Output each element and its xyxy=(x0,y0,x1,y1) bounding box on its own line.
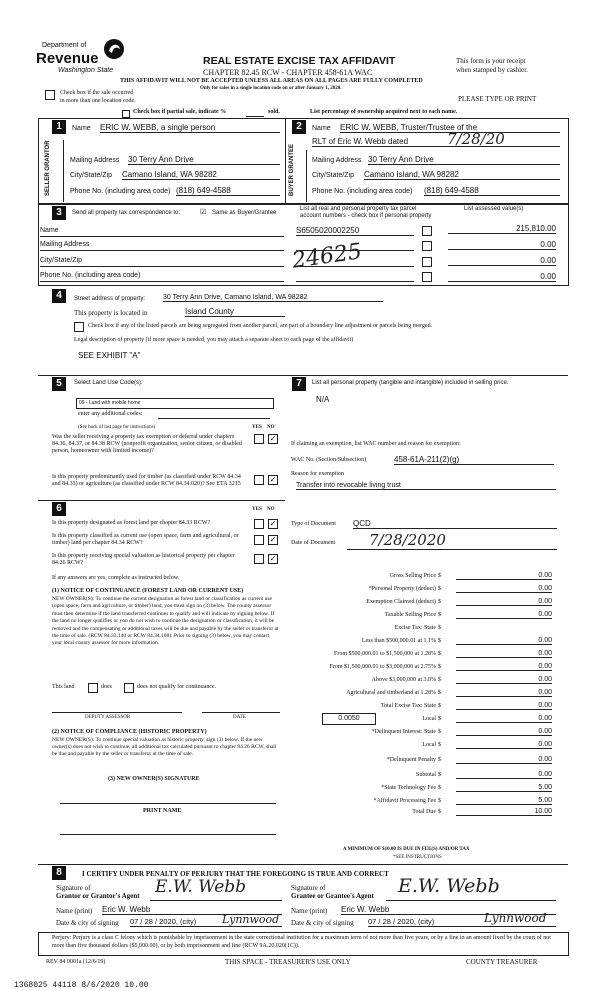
tax-row-value[interactable]: 0.00 xyxy=(456,676,552,684)
dollar-sign: $ xyxy=(438,586,441,592)
tax-row-label: From $500,000.01 to $1,500,000 at 1.28% xyxy=(334,651,436,657)
tax-row-label: Agricultural and timberland at 1.28% xyxy=(346,690,436,696)
doc-type-label: Type of Document xyxy=(291,521,336,527)
dollar-sign: $ xyxy=(438,742,441,748)
dollar-sign: $ xyxy=(438,809,441,815)
grantor-name-field[interactable]: Eric W. Webb xyxy=(102,905,282,915)
s6-q1-yes-checkbox[interactable] xyxy=(254,519,264,529)
partial-percent-line[interactable] xyxy=(246,116,264,117)
tax-row-value[interactable]: 0.00 xyxy=(456,728,552,736)
sig-grantor-label-2: Grantor or Grantor's Agent xyxy=(56,892,140,900)
tax-row-value[interactable]: 0.00 xyxy=(456,702,552,710)
county-label: This property is located in xyxy=(74,309,148,317)
additional-codes-label: enter any additional codes: xyxy=(78,411,143,417)
personal-property-checkbox-3[interactable] xyxy=(422,257,432,267)
doc-type-field[interactable]: QCD xyxy=(353,519,557,529)
does-not-checkbox[interactable] xyxy=(124,683,134,693)
tax-row-label: Local xyxy=(422,716,436,722)
s6-yes-label: YES xyxy=(252,507,262,512)
personal-property-checkbox-4[interactable] xyxy=(422,272,432,282)
assessed-value-2[interactable]: 0.00 xyxy=(448,240,556,250)
tax-row-label: *State Technology Fee xyxy=(381,785,436,791)
wac-field[interactable]: 458-61A-211(2)(g) xyxy=(394,455,554,465)
s1-mail-label: Mailing Address xyxy=(70,157,120,164)
tax-row-value[interactable]: 10.00 xyxy=(456,808,552,816)
seller-grantor-label: SELLER GRANTOR xyxy=(45,140,51,196)
parcel-number-1[interactable]: S6505020002250 xyxy=(296,226,414,236)
this-land-label: This land xyxy=(52,684,75,690)
grantee-signature-line[interactable] xyxy=(386,900,556,901)
notice-compliance-text: NEW OWNER(S): To continue special valuation as historic property, sign (3) below. If the new owner(s) does not wish to continue, all additional tax calculated pursuant to chapter 84.26 RCW, shall be due and payable by the seller or transferor at the time of sale. xyxy=(52,737,277,758)
section-6-number: 6 xyxy=(52,502,66,516)
s1-side-divider xyxy=(63,140,64,202)
handwritten-number: 24625 xyxy=(290,239,364,274)
s3-city-label: City/State/Zip xyxy=(40,257,83,264)
tax-row-value[interactable]: 0.00 xyxy=(456,689,552,697)
section-5-number: 5 xyxy=(52,377,66,391)
multi-location-checkbox[interactable] xyxy=(45,90,55,100)
section-8-number: 8 xyxy=(52,866,66,880)
section-2-number: 2 xyxy=(292,120,306,134)
certify-text: I CERTIFY UNDER PENALTY OF PERJURY THAT THE FOREGOING IS TRUE AND CORRECT xyxy=(82,870,389,878)
form-revision: REV 84 0001a (12/6/19) xyxy=(46,959,106,965)
tax-row-label: *Affidavit Processing Fee xyxy=(373,798,436,804)
buyer-grantee-label: BUYER GRANTEE xyxy=(289,143,295,196)
dept-of-text: Department of xyxy=(42,42,87,49)
treasurer-use-label: THIS SPACE - TREASURER'S USE ONLY xyxy=(225,958,351,966)
legal-description-label: Legal description of property (if more space is needed, you may attach a separate sheet to each page of the affidavit) xyxy=(74,337,354,343)
tax-row-label: Exemption Claimed (deduct) xyxy=(366,599,436,605)
assessed-values-label: List assessed value(s) xyxy=(464,206,524,212)
assessed-value-3[interactable]: 0.00 xyxy=(448,256,556,266)
s1-name-label: Name xyxy=(72,125,91,132)
s6-question-1: Is this property designated as forest land per chapter 84.33 RCW? xyxy=(52,520,211,526)
grantee-name-label: Name (print) xyxy=(291,907,328,915)
personal-property-value[interactable]: N/A xyxy=(316,395,330,404)
revenue-logo-icon xyxy=(103,38,125,60)
buyer-mail-field[interactable]: 30 Terry Ann Drive xyxy=(368,155,560,165)
s6-question-3: Is this property receiving special valuation as historical property per chapter 84.26 RCW? xyxy=(52,553,235,566)
dollar-sign: $ xyxy=(438,664,441,670)
tax-row-label: Above $3,000,000 at 3.0% xyxy=(371,677,436,683)
legal-description-value[interactable]: SEE EXHIBIT "A" xyxy=(78,351,141,360)
does-checkbox[interactable] xyxy=(88,683,98,693)
wac-label: WAC No. (Section/Subsection) xyxy=(291,457,367,463)
warning-text: THIS AFFIDAVIT WILL NOT BE ACCEPTED UNLESS ALL AREAS ON ALL PAGES ARE FULLY COMPLETED xyxy=(120,78,423,84)
does-label: does xyxy=(101,684,112,690)
ownership-note: List percentage of ownership acquired next to each name. xyxy=(310,109,458,115)
s2-city-label: City/State/Zip xyxy=(312,172,355,179)
chapter-text: CHAPTER 82.45 RCW - CHAPTER 458-61A WAC xyxy=(203,68,373,77)
segregate-label: Check box if any of the listed parcels are being segregated from another parcel, are part of a boundary line adjustment or parcels being merged. xyxy=(88,323,433,329)
section-4-number: 4 xyxy=(52,289,66,303)
grantee-city-handwritten: Lynnwood xyxy=(484,911,547,925)
dollar-sign: $ xyxy=(438,625,441,631)
dollar-sign: $ xyxy=(438,729,441,735)
tax-row-label: Total Due xyxy=(412,809,436,815)
s3-mail-field[interactable] xyxy=(40,250,284,251)
print-name-label: PRINT NAME xyxy=(143,808,182,814)
grantor-date-label: Date & city of signing xyxy=(56,919,119,927)
tax-row-value[interactable]: 0.00 xyxy=(456,650,552,658)
state-text: Washington State xyxy=(58,67,114,74)
tax-row-label: Total Excise Tax: State xyxy=(380,703,436,709)
grantor-signature: E.W. Webb xyxy=(155,877,247,897)
personal-property-label: List all personal property (tangible and intangible) included in selling price. xyxy=(312,380,509,386)
minimum-due-note: A MINIMUM OF $10.00 IS DUE IN FEE(S) AND/OR TAX xyxy=(343,847,470,852)
tax-row-value[interactable]: 0.00 xyxy=(456,741,552,749)
partial-sale-label: Check box if partial sale, indicate % xyxy=(133,109,227,115)
seller-phone-field[interactable]: (818) 649-4588 xyxy=(176,186,280,196)
notice-compliance-title: (2) NOTICE OF COMPLIANCE (HISTORIC PROPERTY) xyxy=(52,729,207,735)
tax-row-value[interactable]: 0.00 xyxy=(456,637,552,645)
dollar-sign: $ xyxy=(438,612,441,618)
section-3-number: 3 xyxy=(52,206,66,220)
buyer-city-field[interactable]: Camano Island, WA 98282 xyxy=(364,170,560,180)
s6-q2-no-checkbox[interactable]: ✓ xyxy=(269,535,277,544)
dollar-sign: $ xyxy=(438,599,441,605)
tax-row-value[interactable]: 0.00 xyxy=(456,663,552,671)
deputy-assessor-label: DEPUTY ASSESSOR xyxy=(85,715,131,720)
new-owner-signature-line[interactable] xyxy=(60,803,276,804)
grantor-name-label: Name (print) xyxy=(56,907,93,915)
send-correspondence-label: Send all property tax correspondence to: xyxy=(72,210,181,216)
dollar-sign: $ xyxy=(438,703,441,709)
s5-no-label: NO xyxy=(267,425,275,430)
tax-row-label: Excise Tax: State xyxy=(394,625,436,631)
tax-row-label: *Delinquent Interest: State xyxy=(371,729,436,735)
assessor-date-label: DATE xyxy=(233,715,246,720)
assessor-date-line[interactable] xyxy=(202,712,280,713)
s5-top-line xyxy=(38,375,568,376)
does-not-label: does not qualify for continuance. xyxy=(137,684,217,690)
buyer-phone-field[interactable]: (818) 649-4588 xyxy=(424,186,560,196)
buyer-name-field-2[interactable]: RLT of Eric W. Webb dated xyxy=(312,137,560,147)
new-owner-signature-title: (3) NEW OWNER(S) SIGNATURE xyxy=(108,776,200,782)
tax-row-label: *Personal Property (deduct) xyxy=(368,586,436,592)
print-name-line[interactable] xyxy=(60,834,276,835)
multi-location-label-2: in more than one location code. xyxy=(60,98,136,104)
if-yes-note: If any answers are yes, complete as instructed below. xyxy=(52,575,180,581)
seller-city-field[interactable]: Camano Island, WA 98282 xyxy=(122,170,280,180)
list-parcels-label-1: List all real and personal property tax parcel xyxy=(300,206,417,212)
center-divider xyxy=(285,118,286,204)
grantee-signature: E.W. Webb xyxy=(398,875,500,897)
s3-phone-field[interactable] xyxy=(40,281,284,282)
tax-row-value[interactable]: 0.00 xyxy=(456,572,552,580)
s3-name-field[interactable] xyxy=(40,236,284,237)
buyer-name-field-1[interactable]: ERIC W. WEBB, Truster/Trustee of the xyxy=(340,123,560,133)
personal-property-checkbox-1[interactable] xyxy=(422,226,432,236)
dollar-sign: $ xyxy=(438,573,441,579)
s6-q1-no-checkbox[interactable]: ✓ xyxy=(269,519,277,528)
s3-phone-label: Phone No. (including area code) xyxy=(40,272,141,279)
land-use-label: Select Land Use Code(s): xyxy=(74,380,143,386)
grantee-name-field[interactable]: Eric W. Webb xyxy=(341,905,556,915)
see-back-note: (See back of last page for instructions) xyxy=(78,425,156,430)
sig-grantor-label-1: Signature of xyxy=(56,884,91,892)
tax-row-label: Gross Selling Price xyxy=(389,573,436,579)
s2-mail-label: Mailing Address xyxy=(312,157,362,164)
s6-q3-yes-checkbox[interactable] xyxy=(254,554,264,564)
s5-q1-no-checkbox[interactable]: ✓ xyxy=(269,434,277,443)
perjury-text: Perjury: Perjury is a class C felony which is punishable by imprisonment in the state correctional institution for a maximum term of not more than five years, or by a fine in an amount fixed by the court of not more than five thousand dollars ($5,000.00), or by both imprisonment and fine (RCW 9A.20.020(1C)). xyxy=(52,935,551,949)
doc-date-label: Date of Document xyxy=(291,540,336,546)
s6-question-2: Is this property classified as current use (open space, farm and agricultural, or timber) land per chapter 84.34 RCW? xyxy=(52,533,239,546)
partial-sale-checkbox[interactable] xyxy=(122,110,130,118)
street-address-field[interactable]: 30 Terry Ann Drive, Camano Island, WA 98282 xyxy=(163,294,383,302)
s2-side-divider xyxy=(306,150,307,202)
dollar-sign: $ xyxy=(438,690,441,696)
dollar-sign: $ xyxy=(438,677,441,683)
s6-top-line xyxy=(38,500,285,501)
s1-phone-label: Phone No. (including area code) xyxy=(70,188,171,195)
county-field[interactable]: Island County xyxy=(185,307,285,317)
multi-location-label-1: Check box if the sale occurred xyxy=(60,90,134,96)
type-or-print: PLEASE TYPE OR PRINT xyxy=(458,95,537,103)
s3-name-label: Name xyxy=(40,227,59,234)
recording-stamp: 1368025 44118 8/6/2020 10.00 xyxy=(14,981,149,990)
s6-q2-yes-checkbox[interactable] xyxy=(254,535,264,545)
s5-q2-no-checkbox[interactable]: ✓ xyxy=(269,475,277,484)
tax-row-label: *Delinquent Penalty xyxy=(386,757,436,763)
section-1-number: 1 xyxy=(52,120,66,134)
exemption-label: If claiming an exemption, list WAC number and reason for exemption: xyxy=(291,441,461,447)
notice-continuance-title: (1) NOTICE OF CONTINUANCE (FOREST LAND OR CURRENT USE) xyxy=(52,588,244,594)
s5-question-1: Was the seller receiving a property tax exemption or deferral under chapters 84.36, 84.37, or 84.38 RCW (nonprofit organization, senior citizen, or disabled person, homeowner with limited income)? xyxy=(52,434,242,454)
tax-row-value[interactable]: 0.00 xyxy=(456,756,552,764)
assessed-value-4[interactable]: 0.00 xyxy=(448,272,556,282)
tax-row-value[interactable]: 5.00 xyxy=(456,797,552,805)
seller-mail-field[interactable]: 30 Terry Ann Drive xyxy=(128,155,280,165)
tax-row-label: Local xyxy=(422,742,436,748)
notice-continuance-text: NEW OWNER(S): To continue the current designation as forest land or classification as current use (open space, farm and agriculture, or timber) land, you must sign on (3) below. The county assessor must then determine if the land transferred continues to qualify and will indicate by signing below. If the land no longer qualifies or you do not wish to continue the designation or classification, it will be removed and the compensating or additional taxes will be due and payable by the seller or transferor at the time of sale. (RCW 84.33.140 or RCW 84.34.108). Prior to signing (3) below, you may contact your local county assessor for more information. xyxy=(52,596,279,647)
receipt-note-1: This form is your receipt xyxy=(456,57,526,65)
street-address-label: Street address of property: xyxy=(74,296,146,302)
buyer-date-handwritten: 7/28/20 xyxy=(447,130,505,148)
s2-name-label: Name xyxy=(312,125,331,132)
tax-row-value[interactable]: 0.00 xyxy=(456,611,552,619)
same-as-buyer-label: Same as Buyer/Grantee xyxy=(212,210,277,216)
tax-row-label: From $1,500,000.01 to $3,000,000 at 2.75% xyxy=(329,664,436,670)
s3-mail-label: Mailing Address xyxy=(40,241,90,248)
s5-q2-yes-checkbox[interactable] xyxy=(254,475,264,485)
s8-top-line xyxy=(38,864,568,865)
assessed-value-1[interactable]: 215,810.00 xyxy=(448,224,556,234)
tax-row-value[interactable]: 5.00 xyxy=(456,784,552,792)
s3-city-field[interactable] xyxy=(40,266,284,267)
tax-row-label: Taxable Selling Price xyxy=(384,612,436,618)
s6-q3-no-checkbox[interactable]: ✓ xyxy=(269,554,277,563)
sig-grantee-label-1: Signature of xyxy=(291,884,326,892)
list-parcels-label-2: account numbers - check box if personal property xyxy=(300,213,432,219)
receipt-note-2: when stamped by cashier. xyxy=(456,66,528,74)
sold-label: sold. xyxy=(268,109,280,115)
s5-yes-label: YES xyxy=(252,425,262,430)
local-rate-field[interactable]: 0.0050 xyxy=(322,713,376,725)
reason-label: Reason for exemption xyxy=(291,471,344,477)
dollar-sign: $ xyxy=(438,716,441,722)
dollar-sign: $ xyxy=(438,798,441,804)
dollar-sign: $ xyxy=(438,772,441,778)
s6-no-label: NO xyxy=(267,507,275,512)
sig-grantee-label-2: Grantee or Grantee's Agent xyxy=(291,892,374,900)
grantee-date-text: 07 / 28 / 2020, (city) xyxy=(368,917,435,926)
dollar-sign: $ xyxy=(438,651,441,657)
form-title: REAL ESTATE EXCISE TAX AFFIDAVIT xyxy=(203,55,396,67)
county-treasurer-label: COUNTY TREASURER xyxy=(466,958,538,966)
s5-question-2: Is this property predominantly used for timber (as classified under RCW 84.34 and 84.33) or agriculture (as classified under RCW 84.34.020)? See ETA 3215 xyxy=(52,474,241,487)
grantor-city-handwritten: Lynnwood xyxy=(222,913,280,926)
s1-city-label: City/State/Zip xyxy=(70,172,113,179)
tax-row-value[interactable]: 0.00 xyxy=(456,598,552,606)
tax-row-value[interactable]: 0.00 xyxy=(456,585,552,593)
parcel-number-4[interactable] xyxy=(296,281,414,282)
grantor-signature-line[interactable] xyxy=(150,900,282,901)
reason-field[interactable]: Transfer into revocable living trust xyxy=(296,482,556,490)
tax-row-label: Subtotal xyxy=(415,772,436,778)
grantor-date-text: 07 / 28 / 2020, (city) xyxy=(130,917,197,926)
s5-q1-yes-checkbox[interactable] xyxy=(254,434,264,444)
grantee-date-label: Date & city of signing xyxy=(291,919,354,927)
see-instructions-note: *SEE INSTRUCTIONS xyxy=(393,855,442,860)
land-use-select[interactable]: 09 - Land with mobile home xyxy=(76,398,274,409)
additional-codes-field[interactable] xyxy=(158,418,270,419)
deputy-assessor-line[interactable] xyxy=(52,712,182,713)
section-7-number: 7 xyxy=(292,377,306,391)
revenue-logo-text: Revenue xyxy=(36,50,99,67)
doc-date-field[interactable]: 7/28/2020 xyxy=(347,531,557,550)
dollar-sign: $ xyxy=(438,785,441,791)
segregate-checkbox[interactable] xyxy=(74,322,84,332)
tax-row-value[interactable]: 0.00 xyxy=(456,771,552,779)
location-note: Only for sales in a single location code on or after January 1, 2020. xyxy=(200,86,342,91)
seller-name-field[interactable]: ERIC W. WEBB, a single person xyxy=(100,123,280,133)
dollar-sign: $ xyxy=(438,757,441,763)
s2-phone-label: Phone No. (including area code) xyxy=(312,188,413,195)
personal-property-checkbox-2[interactable] xyxy=(422,241,432,251)
same-as-buyer-checkbox[interactable]: ☑ xyxy=(200,208,207,216)
dollar-sign: $ xyxy=(438,638,441,644)
tax-row-label: Less than $500,000.01 at 1.1% xyxy=(361,638,436,644)
tax-row-value[interactable]: 0.00 xyxy=(456,715,552,723)
